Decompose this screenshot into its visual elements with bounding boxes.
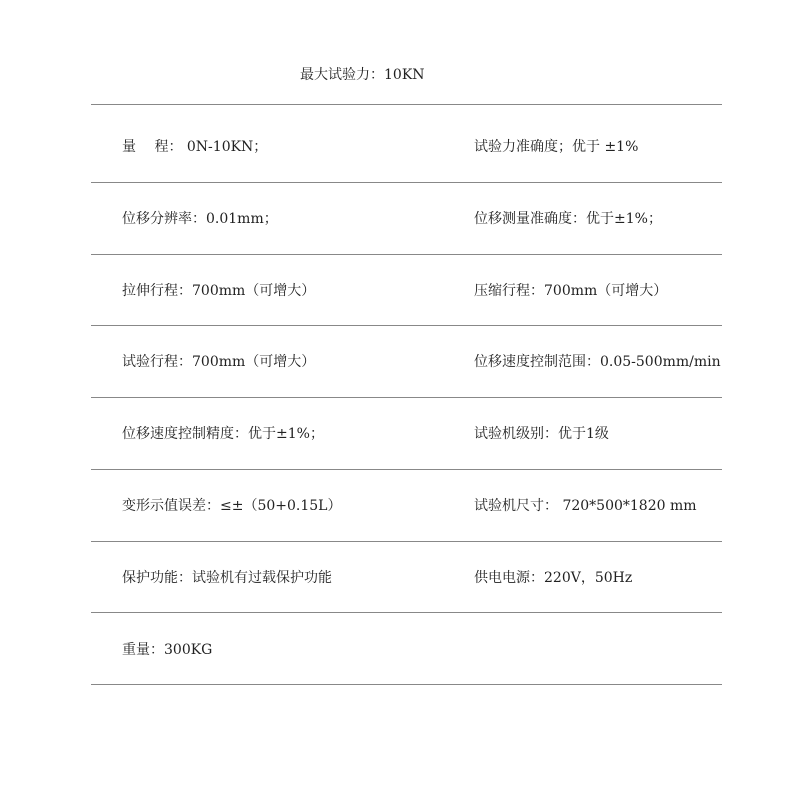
divider — [91, 469, 722, 470]
spec-range: 量 程： 0N-10KN； — [122, 139, 268, 155]
divider — [91, 397, 722, 398]
spec-speed-range: 位移速度控制范围：0.05-500mm/min — [474, 354, 721, 370]
spec-title: 最大试验力：10KN — [300, 67, 425, 83]
spec-protection: 保护功能：试验机有过载保护功能 — [122, 570, 332, 586]
spec-compression-stroke: 压缩行程：700mm（可增大） — [474, 283, 668, 299]
divider — [91, 182, 722, 183]
spec-machine-class: 试验机级别：优于1级 — [474, 426, 609, 442]
divider — [91, 254, 722, 255]
spec-power-supply: 供电电源：220V，50Hz — [474, 570, 633, 586]
spec-displacement-resolution: 位移分辨率：0.01mm； — [122, 211, 278, 227]
spec-displacement-accuracy: 位移测量准确度：优于±1%； — [474, 211, 662, 227]
spec-deformation-error: 变形示值误差：≤±（50+0.15L） — [122, 498, 342, 514]
spec-tensile-stroke: 拉伸行程：700mm（可增大） — [122, 283, 316, 299]
spec-weight: 重量：300KG — [122, 642, 213, 658]
spec-speed-precision: 位移速度控制精度：优于±1%； — [122, 426, 324, 442]
spec-machine-size: 试验机尺寸： 720*500*1820 mm — [474, 498, 697, 514]
divider — [91, 325, 722, 326]
divider — [91, 612, 722, 613]
spec-test-stroke: 试验行程：700mm（可增大） — [122, 354, 316, 370]
divider — [91, 541, 722, 542]
divider — [91, 684, 722, 685]
divider — [91, 104, 722, 105]
spec-force-accuracy: 试验力准确度；优于 ±1% — [474, 139, 639, 155]
